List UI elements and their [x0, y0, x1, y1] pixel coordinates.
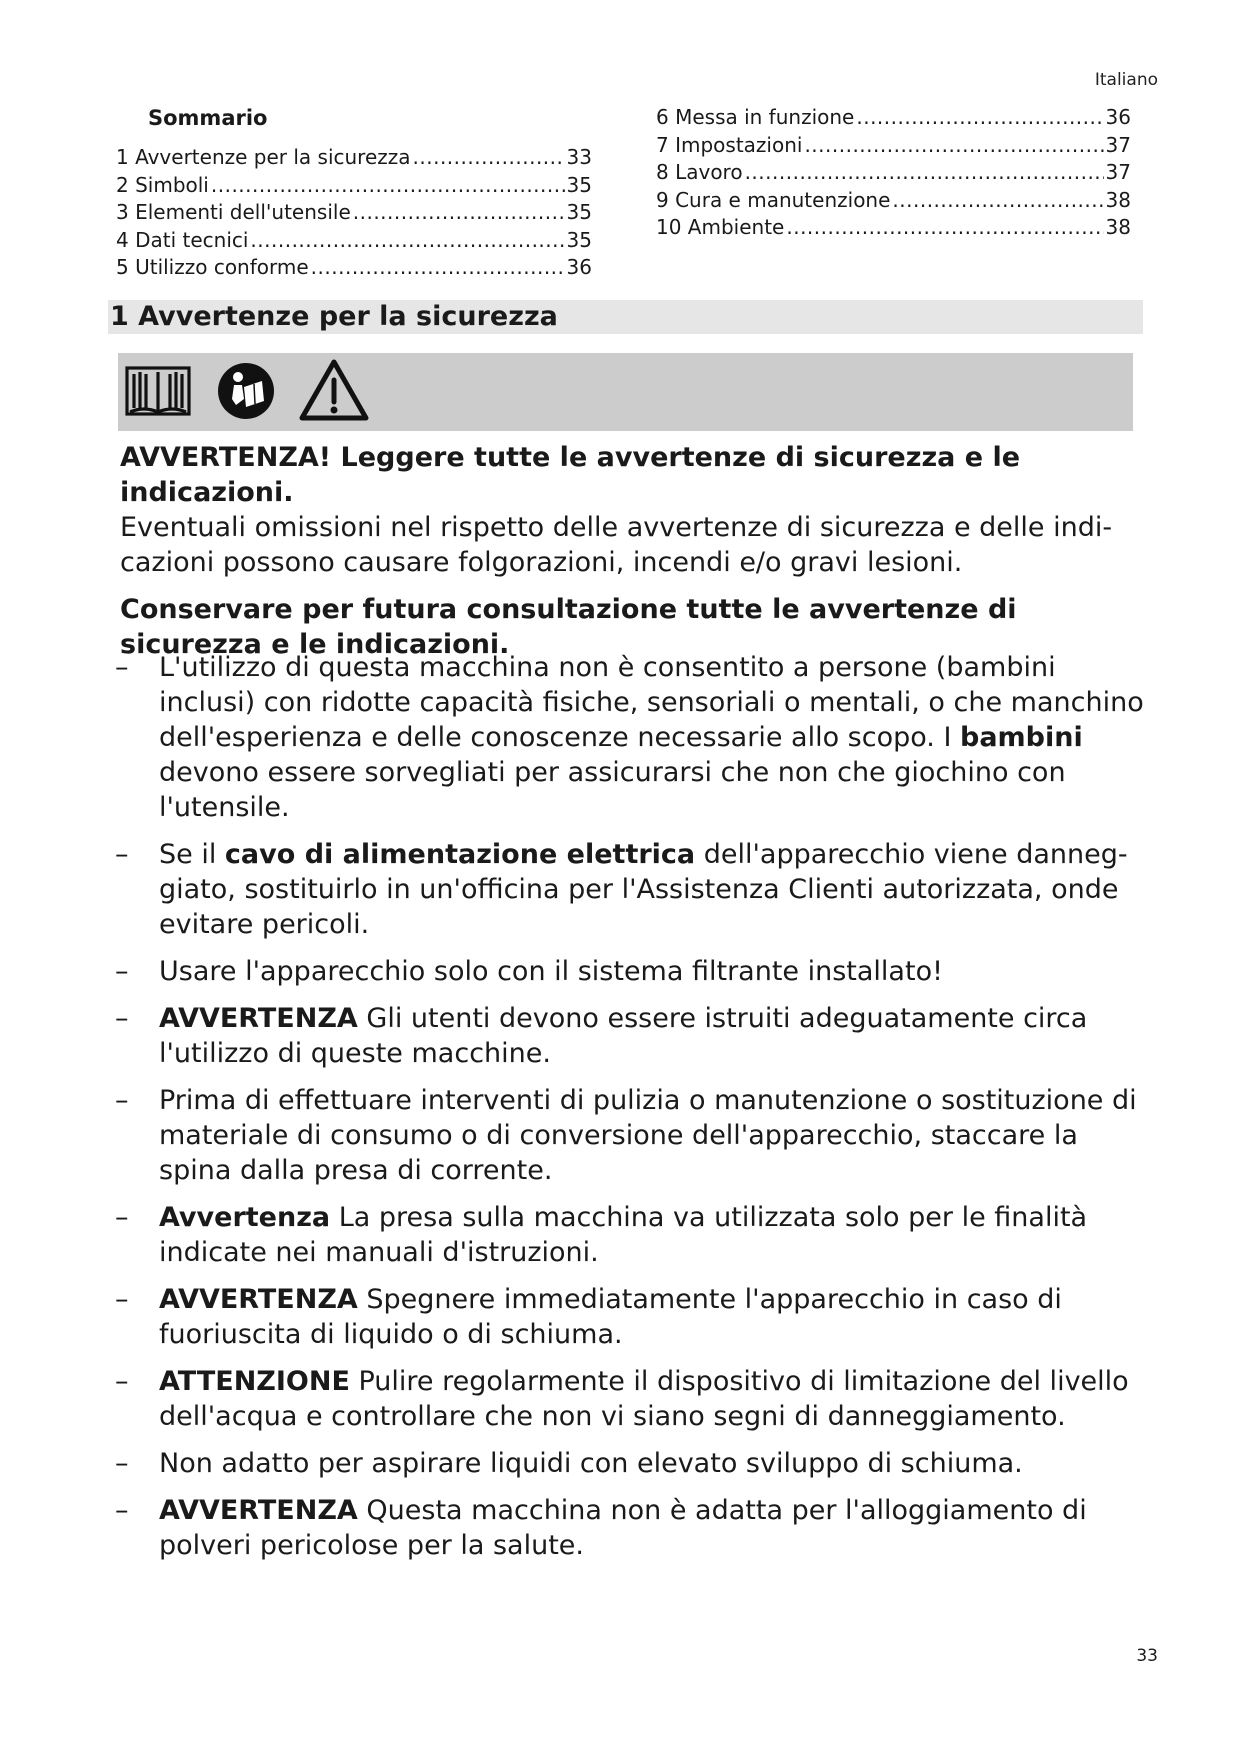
keep-instructions-note: Conservare per futura consultazione tutte le avvertenze di sicurezza e le indicazioni.	[120, 594, 1017, 660]
list-item: – Avvertenza La presa sulla macchina va utilizzata solo per le finalità indicate nei manuali d'istruzioni.	[115, 1202, 1088, 1268]
read-manual-person-icon	[216, 361, 276, 421]
list-item: – Prima di effettuare interventi di pulizia o manutenzione o sostituzione di materiale di consumo o di conversione dell'apparecchio, staccare la spina dalla presa di corrente.	[115, 1085, 1137, 1186]
toc-entry[interactable]: 9 Cura e manutenzione ..... 38	[656, 187, 1131, 215]
toc-entry[interactable]: 5 Utilizzo conforme ..... 36	[116, 254, 592, 282]
safety-list	[115, 650, 1145, 1575]
warning-heading: AVVERTENZA! Leggere tutte le avvertenze di sicurezza e le indicazioni.	[120, 442, 1021, 508]
toc-title: Sommario	[148, 106, 268, 130]
language-label: Italiano	[1094, 70, 1158, 90]
section-title: 1 Avvertenze per la sicurezza	[110, 301, 558, 332]
toc-entry[interactable]: 3 Elementi dell'utensile ..... 35	[116, 199, 592, 227]
list-item: – AVVERTENZA Questa macchina non è adatta per l'alloggiamento di polveri pericolose per la salute.	[115, 1495, 1087, 1561]
list-item: – Usare l'apparecchio solo con il sistema filtrante installato!	[115, 956, 943, 987]
toc-entry[interactable]: 2 Simboli ..... 35	[116, 172, 592, 200]
toc-right-column	[656, 104, 1131, 242]
toc-entry[interactable]: 7 Impostazioni ..... 37	[656, 132, 1131, 160]
warning-triangle-icon	[298, 358, 370, 422]
toc-entry[interactable]: 6 Messa in funzione ..... 36	[656, 104, 1131, 132]
safety-icons-band	[118, 353, 1133, 431]
list-item: – L'utilizzo di questa macchina non è consentito a persone (bambini inclusi) con ridotte capacità fisiche, sensoriali o mentali, o che manchino dell'esperienza e delle conoscenze necessarie allo scopo. I bambini devono essere sorvegliati per assicurarsi che non che giochino con l'utensile.	[115, 652, 1144, 823]
toc-entry[interactable]: 4 Dati tecnici ..... 35	[116, 227, 592, 255]
manual-book-icon	[124, 362, 192, 420]
toc-left-column	[116, 144, 592, 282]
list-item: – ATTENZIONE Pulire regolarmente il dispositivo di limitazione del livello dell'acqua e controllare che non vi siano segni di danneggiamento.	[115, 1366, 1129, 1432]
toc-entry[interactable]: 1 Avvertenze per la sicurezza ..... 33	[116, 144, 592, 172]
toc-entry[interactable]: 10 Ambiente ..... 38	[656, 214, 1131, 242]
list-item: – Non adatto per aspirare liquidi con elevato sviluppo di schiuma.	[115, 1448, 1023, 1479]
warning-text: Eventuali omissioni nel rispetto delle avvertenze di sicurezza e delle indi-cazioni possono causare folgorazioni, incendi e/o gravi lesioni.	[120, 512, 1113, 578]
toc-entry[interactable]: 8 Lavoro ..... 37	[656, 159, 1131, 187]
list-item: – AVVERTENZA Spegnere immediatamente l'apparecchio in caso di fuoriuscita di liquido o di schiuma.	[115, 1284, 1062, 1350]
list-item: – AVVERTENZA Gli utenti devono essere istruiti adeguatamente circa l'utilizzo di queste macchine.	[115, 1003, 1088, 1069]
warning-block	[120, 440, 1140, 662]
list-item: – Se il cavo di alimentazione elettrica dell'apparecchio viene danneg-giato, sostituirlo in un'officina per l'Assistenza Clienti autorizzata, onde evitare pericoli.	[115, 839, 1128, 940]
page-number: 33	[1136, 1646, 1158, 1666]
